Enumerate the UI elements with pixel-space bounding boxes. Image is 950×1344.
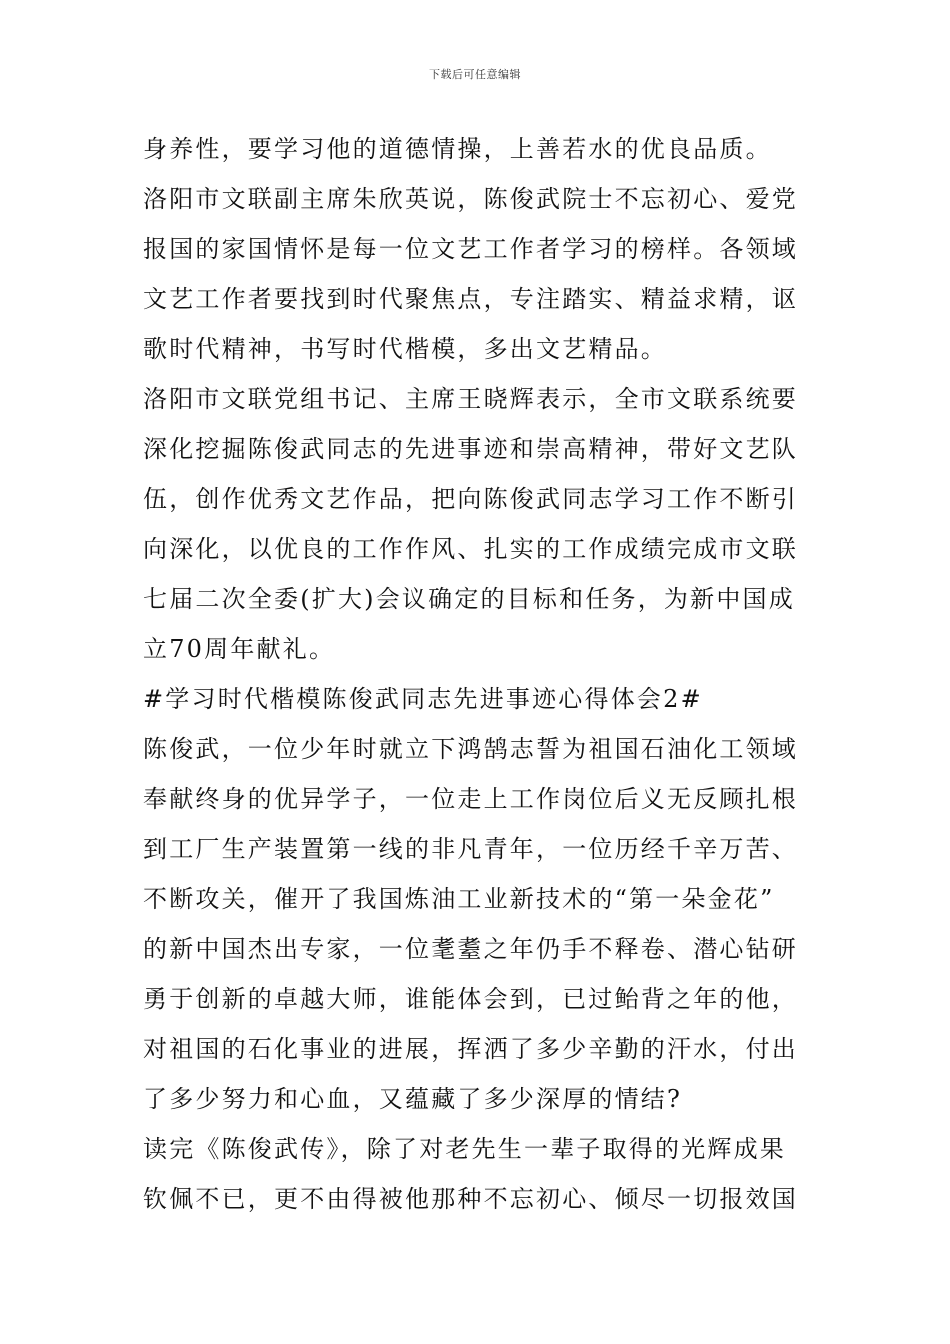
text-line-1: 身养性，要学习他的道德情操，上善若水的优良品质。	[143, 135, 772, 163]
text-line-10: 七届二次全委(扩大)会议确定的目标和任务，为新中国成	[143, 585, 795, 613]
text-line-5: 歌时代精神，书写时代楷模，多出文艺精品。	[143, 335, 667, 363]
text-line-14: 奉献终身的优异学子，一位走上工作岗位后义无反顾扎根	[143, 785, 798, 813]
text-line-18: 勇于创新的卓越大师，谁能体会到，已过鲐背之年的他，	[143, 985, 798, 1013]
text-line-9: 向深化，以优良的工作作风、扎实的工作成绩完成市文联	[143, 535, 798, 563]
text-line-20: 了多少努力和心血，又蕴藏了多少深厚的情结?	[143, 1085, 683, 1113]
text-line-21: 读完《陈俊武传》，除了对老先生一辈子取得的光辉成果	[143, 1135, 786, 1163]
section-heading: #学习时代楷模陈俊武同志先进事迹心得体会2#	[143, 685, 703, 713]
text-line-15: 到工厂生产装置第一线的非凡青年，一位历经千辛万苦、	[143, 835, 798, 863]
text-line-8: 伍，创作优秀文艺作品，把向陈俊武同志学习工作不断引	[143, 485, 798, 513]
text-line-16: 不断攻关，催开了我国炼油工业新技术的“第一朵金花”	[143, 885, 775, 913]
text-line-7: 深化挖掘陈俊武同志的先进事迹和崇高精神，带好文艺队	[143, 435, 798, 463]
text-line-22: 钦佩不已，更不由得被他那种不忘初心、倾尽一切报效国	[143, 1185, 798, 1213]
text-line-17: 的新中国杰出专家，一位耄耋之年仍手不释卷、潜心钻研	[143, 935, 798, 963]
text-line-19: 对祖国的石化事业的进展，挥洒了多少辛勤的汗水，付出	[143, 1035, 798, 1063]
text-line-6: 洛阳市文联党组书记、主席王晓辉表示，全市文联系统要	[143, 385, 798, 413]
page-header: 下载后可任意编辑	[429, 68, 521, 81]
text-line-2: 洛阳市文联副主席朱欣英说，陈俊武院士不忘初心、爱党	[143, 185, 798, 213]
text-line-13: 陈俊武，一位少年时就立下鸿鹄志誓为祖国石油化工领域	[143, 735, 798, 763]
text-line-4: 文艺工作者要找到时代聚焦点，专注踏实、精益求精，讴	[143, 285, 798, 313]
text-line-3: 报国的家国情怀是每一位文艺工作者学习的榜样。各领域	[143, 235, 798, 263]
text-line-11: 立70周年献礼。	[143, 635, 336, 663]
